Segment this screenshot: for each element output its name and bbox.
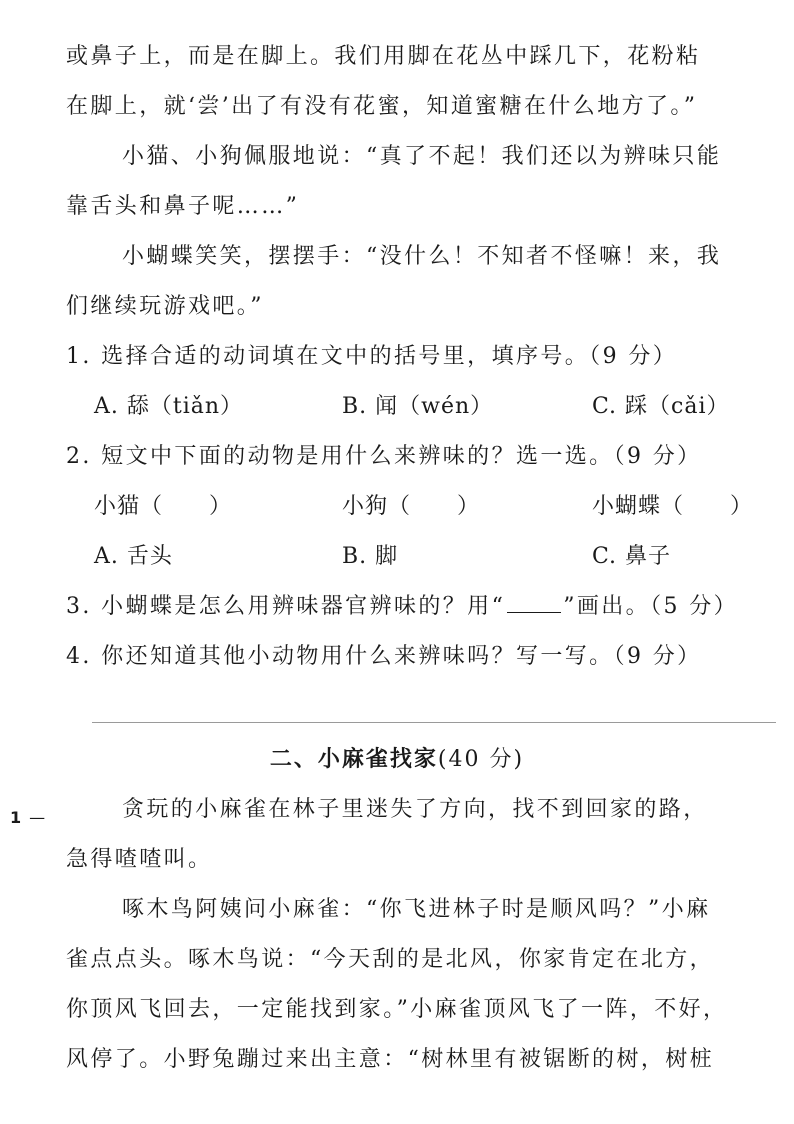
section-2-title-text: 二、小麻雀找家	[269, 747, 438, 772]
q2-option-b: B. 脚	[342, 544, 399, 569]
section-2-title	[0, 745, 794, 775]
passage-line: 风停了。小野兔蹦过来出主意：“树林里有被锯断的树，树桩	[66, 1047, 715, 1072]
passage-line: 小猫、小狗佩服地说：“真了不起！我们还以为辨味只能	[122, 144, 722, 169]
passage-line: 贪玩的小麻雀在林子里迷失了方向，找不到回家的路，	[122, 797, 708, 822]
q1-option-c: C. 踩（cǎi）	[592, 394, 730, 419]
passage-line: 们继续玩游戏吧。”	[66, 294, 264, 319]
q2-option-c: C. 鼻子	[592, 544, 672, 569]
section-divider	[92, 722, 776, 723]
underline-mark	[507, 594, 561, 613]
question-2: 2. 短文中下面的动物是用什么来辨味的？选一选。（9 分）	[66, 444, 702, 469]
q2-option-a: A. 舌头	[94, 544, 173, 569]
passage-line: 你顶风飞回去，一定能找到家。”小麻雀顶风飞了一阵，不好，	[66, 997, 728, 1022]
passage-line: 靠舌头和鼻子呢……”	[66, 194, 300, 219]
q2-blank-dog[interactable]: 小狗（ ）	[342, 494, 481, 519]
question-3-text-end: ”画出。（5 分）	[563, 594, 739, 619]
page-number-dash: —	[29, 808, 46, 827]
question-4: 4. 你还知道其他小动物用什么来辨味吗？写一写。（9 分）	[66, 644, 702, 669]
page-number-value: 1	[10, 808, 22, 827]
question-3-text: 3. 小蝴蝶是怎么用辨味器官辨味的？用“	[66, 594, 506, 619]
passage-line: 小蝴蝶笑笑，摆摆手：“没什么！不知者不怪嘛！来，我	[122, 244, 722, 269]
section-2-points: (40 分)	[437, 747, 525, 772]
question-1: 1. 选择合适的动词填在文中的括号里，填序号。（9 分）	[66, 344, 678, 369]
page-number	[10, 808, 45, 828]
passage-line: 雀点点头。啄木鸟说：“今天刮的是北风，你家肯定在北方，	[66, 947, 715, 972]
q2-blank-cat[interactable]: 小猫（ ）	[94, 494, 233, 519]
passage-line: 啄木鸟阿姨问小麻雀：“你飞进林子时是顺风吗？”小麻	[122, 897, 711, 922]
q2-blank-butterfly[interactable]: 小蝴蝶（ ）	[592, 494, 754, 519]
q1-option-b: B. 闻（wén）	[342, 394, 494, 419]
passage-line: 急得喳喳叫。	[66, 847, 213, 872]
passage-line: 或鼻子上，而是在脚上。我们用脚在花丛中踩几下，花粉粘	[66, 44, 701, 69]
passage-line: 在脚上，就‘尝’出了有没有花蜜，知道蜜糖在什么地方了。”	[66, 94, 698, 119]
question-3	[66, 592, 778, 622]
q1-option-a: A. 舔（tiǎn）	[94, 394, 244, 419]
